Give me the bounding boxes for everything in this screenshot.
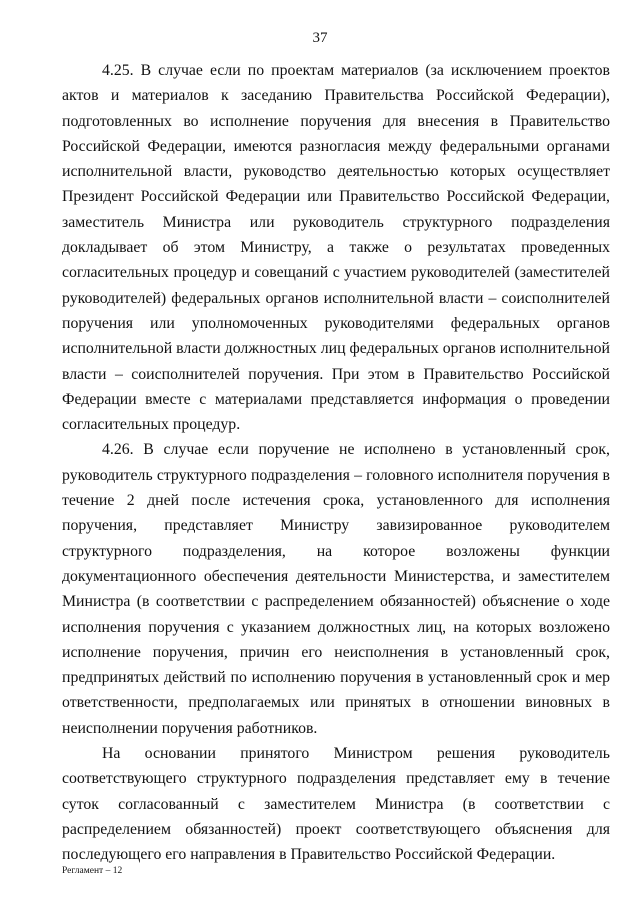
page-number: 37 [312,30,328,46]
footer-label: Регламент – 12 [62,866,123,876]
document-body [62,58,610,868]
paragraph-4-25: 4.25. В случае если по проектам материалов (за исключением проектов актов и материалов к заседанию Правительства Российской Федерации), подготовленных во исполнение поручения для внесения в Правительство Российской Федерации, имеются разногласия между федеральными органами исполнительной власти, руководство деятельностью которых осуществляет Президент Российской Федерации или Правительство Российской Федерации, заместитель Министра или руководитель структурного подразделения докладывает об этом Министру, а также о результатах проведенных согласительных процедур и совещаний с участием руководителей (заместителей руководителей) федеральных органов исполнительной власти – соисполнителей поручения или уполномоченных руководителями федеральных органов исполнительной власти должностных лиц федеральных органов исполнительной власти – соисполнителей поручения. При этом в Правительство Российской Федерации вместе с материалами представляется информация о проведении согласительных процедур. [62,62,610,434]
paragraph-4-26: 4.26. В случае если поручение не исполнено в установленный срок, руководитель структурного подразделения – головного исполнителя поручения в течение 2 дней после истечения срока, установленного для исполнения поручения, представляет Министру завизированное руководителем структурного подразделения, на которое возложены функции документационного обеспечения деятельности Министерства, и заместителем Министра (в соответствии с распределением обязанностей) объяснение о ходе исполнения поручения с указанием должностных лиц, на которых возложено исполнение поручения, причин его неисполнения в установленный срок, предпринятых действий по исполнению поручения в установленный срок и мер ответственности, предполагаемых или принятых в отношении виновных в неисполнении поручения работников. [62,441,610,737]
paragraph-decision: На основании принятого Министром решения руководитель соответствующего структурного подразделения представляет ему в течение суток согласованный с заместителем Министра (в соответствии с распределением обязанностей) проект соответствующего объяснения для последующего его направления в Правительство Российской Федерации. [62,745,610,864]
